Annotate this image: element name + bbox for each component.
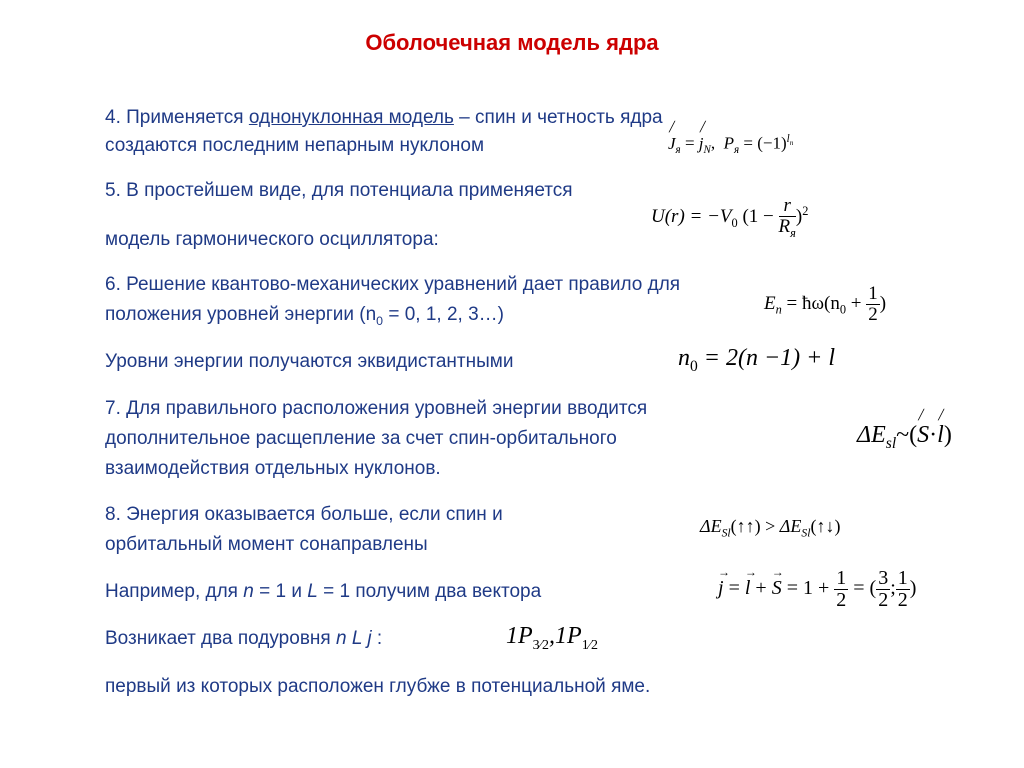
sub-colon: : <box>371 628 383 649</box>
f5-den: R <box>778 215 791 237</box>
f4-j-sub: N <box>703 144 711 157</box>
ex-prefix: Например, для <box>105 581 244 602</box>
example-text <box>105 581 541 603</box>
f6-plus: + <box>850 292 862 314</box>
fl-n-sub: 0 <box>690 357 698 375</box>
fe-semi: ; <box>890 577 896 600</box>
fe-plus: + <box>755 577 767 600</box>
fs-b-sub: 1⁄2 <box>581 637 599 653</box>
paragraph-5-line1: 5. В простейшем виде, для потенциала применяется <box>105 180 573 201</box>
fe-frac3 <box>896 568 910 611</box>
formula-principal-number <box>678 345 835 376</box>
f8-lhs-arrows: (↑↑) > <box>730 516 776 536</box>
formula-energy-compare <box>700 516 840 540</box>
f5-lhs: U(r) = −V <box>651 206 732 228</box>
p4-prefix: 4. Применяется <box>105 107 249 128</box>
formula-spin-parity <box>668 133 793 156</box>
f5-den-sub: я <box>790 225 796 240</box>
p6-line2-sub: 0 <box>376 313 384 328</box>
f6-num: 1 <box>868 283 878 304</box>
f7-dE: ΔE <box>857 422 886 448</box>
f8-rhs-sub: Sl <box>801 526 811 540</box>
closing-text: первый из которых расположен глубже в потенциальной яме. <box>105 676 651 697</box>
fl-n: n <box>678 345 690 371</box>
fe-l: → l <box>745 577 751 600</box>
f4-exp: l <box>786 133 790 145</box>
f4-J-sub: я <box>675 144 681 157</box>
formula-oscillator-potential <box>651 196 808 240</box>
fe-f2-den: 2 <box>878 589 889 611</box>
ex-L-val: = 1 получим два вектора <box>317 581 542 602</box>
f5-open: (1 − <box>742 206 774 228</box>
fe-f1-num: 1 <box>836 567 847 589</box>
fe-f2-num: 3 <box>878 567 889 589</box>
f8-lhs-sub: Sl <box>721 526 731 540</box>
f4-P-sub: я <box>734 144 740 157</box>
fs-a-sub: 3⁄2 <box>532 637 550 653</box>
paragraph-6-line1: 6. Решение квантово-механических уравнений дает правило для <box>105 274 681 295</box>
f7-dot: · <box>929 422 938 448</box>
ex-L: L <box>307 581 318 602</box>
fe-S: → S <box>772 577 782 600</box>
f4-exp-sub: n <box>789 139 794 148</box>
fe-f3-num: 1 <box>897 567 908 589</box>
fe-f1-den: 2 <box>836 589 847 611</box>
sublevels-text <box>105 628 382 650</box>
p6-line2-b: = 0, 1, 2, 3…) <box>383 304 504 325</box>
formula-vector-sum <box>718 568 916 611</box>
paragraph-7-line1: 7. Для правильного расположения уровней энергии вводится <box>105 398 648 419</box>
f7-S: ╱ S <box>917 422 929 449</box>
paragraph-7-line2: дополнительное расщепление за счет спин-орбитального <box>105 428 617 449</box>
fe-close: ) <box>909 577 917 600</box>
f6-den: 2 <box>868 303 878 325</box>
f7-rhs: ~( <box>896 422 918 448</box>
fs-sep: ,1P <box>549 623 582 649</box>
f4-J: ╱ J <box>668 134 676 154</box>
p4-suffix: – спин и четность ядра <box>453 107 663 128</box>
f6-fraction <box>866 284 880 325</box>
formula-sublevels <box>506 623 598 654</box>
formula-spin-orbit <box>857 422 952 453</box>
f6-close: ) <box>879 292 887 314</box>
fe-mid: = 1 + <box>786 577 830 600</box>
sub-prefix: Возникает два подуровня <box>105 628 336 649</box>
formula-energy-levels <box>764 284 886 325</box>
f5-v-sub: 0 <box>731 216 738 230</box>
f5-close: ) <box>795 206 803 228</box>
levels-text: Уровни энергии получаются эквидистантными <box>105 351 514 372</box>
fe-f3-den: 2 <box>897 589 908 611</box>
f4-rhs: = (−1) <box>743 133 787 153</box>
f8-rhs: ΔE <box>779 516 802 536</box>
paragraph-5-line2: модель гармонического осциллятора: <box>105 229 439 250</box>
fe-frac2 <box>876 568 890 611</box>
ex-n-val: = 1 и <box>253 581 308 602</box>
f7-sub: sl <box>885 434 897 452</box>
fe-j: → j <box>718 577 724 600</box>
f8-lhs: ΔE <box>700 516 722 536</box>
page-title: Оболочечная модель ядра <box>365 30 659 55</box>
f6-n-sub: 0 <box>839 302 847 317</box>
ex-n: n <box>243 581 254 602</box>
sub-nLj: n L j <box>335 628 372 649</box>
paragraph-8-line1: 8. Энергия оказывается больше, если спин и <box>105 504 503 525</box>
f8-rhs-arrows: (↑↓) <box>810 516 841 536</box>
f4-j: ╱ j <box>699 134 704 154</box>
paragraph-7-line3: взаимодействия отдельных нуклонов. <box>105 458 441 479</box>
f5-num: r <box>779 196 796 217</box>
p6-line2-a: положения уровней энергии (n <box>105 304 377 325</box>
fl-rhs: = 2(n −1) + l <box>703 345 836 371</box>
fe-eq1: = <box>728 577 740 600</box>
f6-rhs: = ħω(n <box>786 292 840 314</box>
fs-a: 1P <box>506 623 533 649</box>
f6-E-sub: n <box>775 302 782 317</box>
f4-comma: , <box>710 133 716 153</box>
paragraph-4-line1 <box>105 107 663 129</box>
paragraph-4-line2: создаются последним непарным нуклоном <box>105 135 485 156</box>
fe-frac1 <box>834 568 848 611</box>
f4-eq: = <box>684 133 695 153</box>
f5-fraction <box>779 196 796 240</box>
paragraph-8-line2: орбитальный момент сонаправлены <box>105 534 428 555</box>
f5-exp: 2 <box>802 203 809 218</box>
paragraph-6-line2 <box>105 304 504 332</box>
f6-E: E <box>764 292 776 314</box>
fe-eq2: = ( <box>853 577 877 600</box>
p4-underlined-term: однонуклонная модель <box>248 107 454 128</box>
f7-l: ╱ l <box>937 422 944 449</box>
f7-close: ) <box>943 422 952 448</box>
f4-P: P <box>723 133 735 153</box>
